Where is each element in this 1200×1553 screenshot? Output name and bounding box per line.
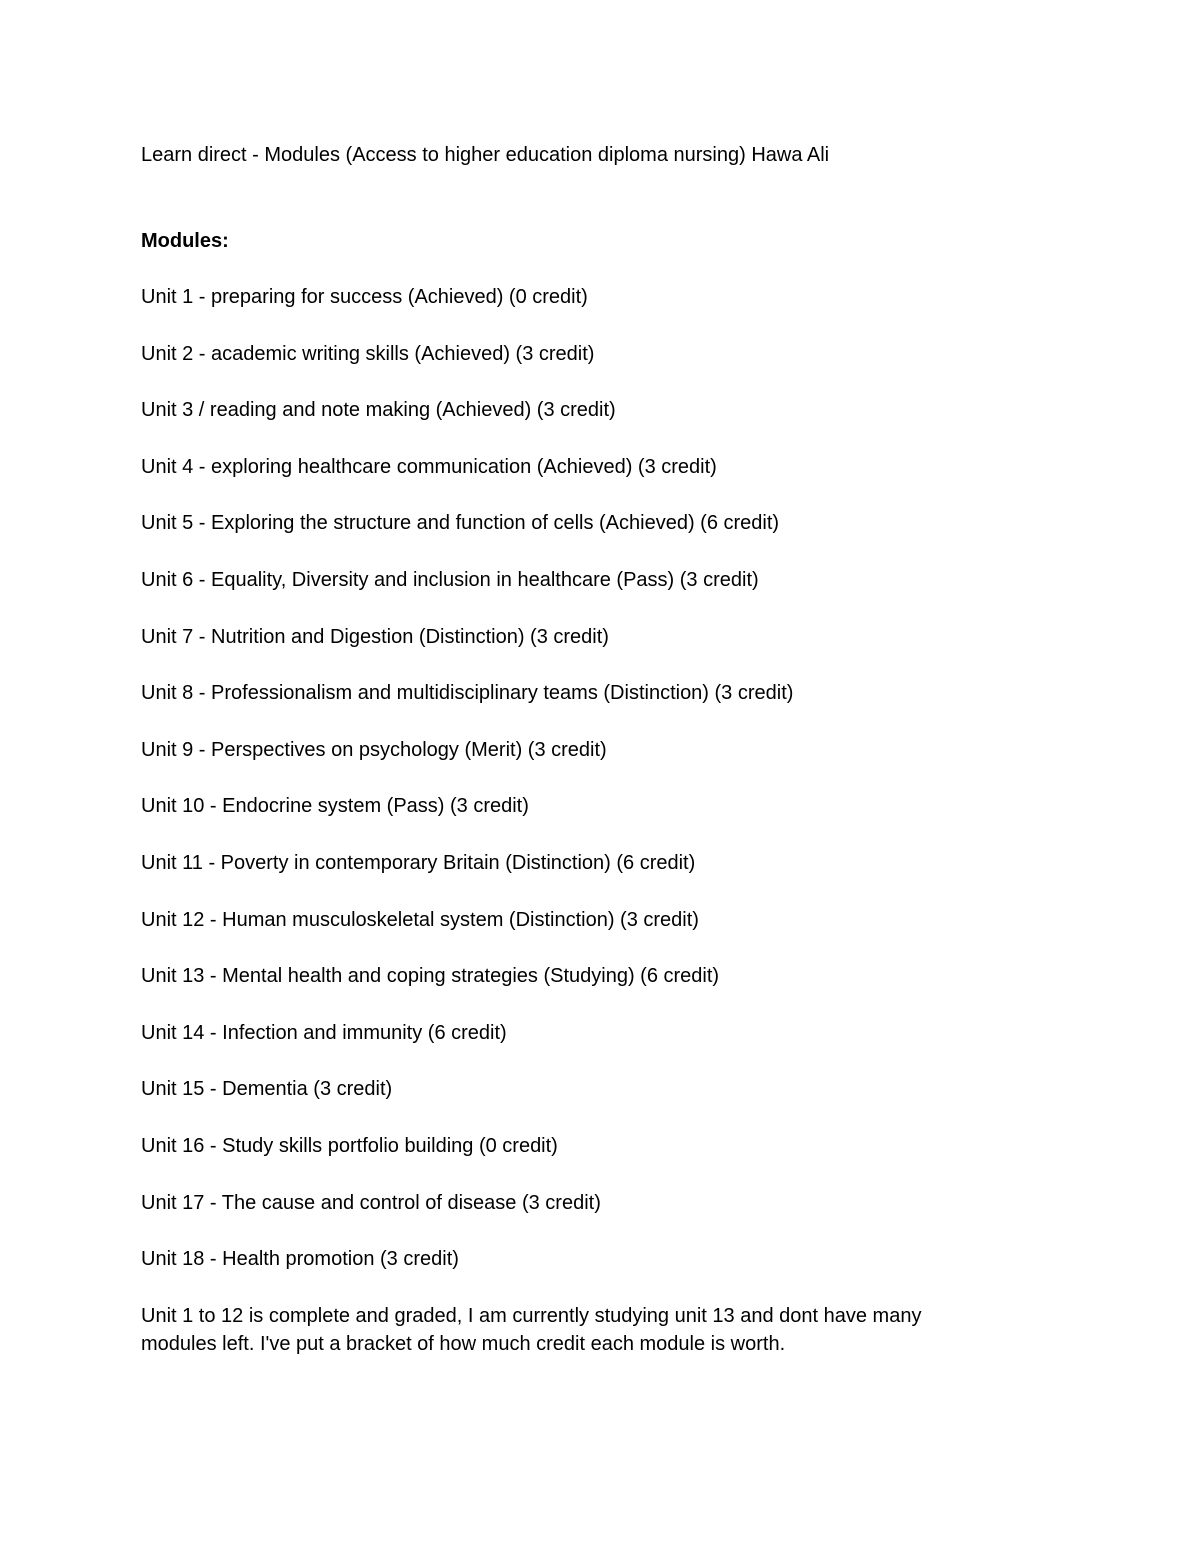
closing-note: Unit 1 to 12 is complete and graded, I am currently studying unit 13 and dont have many modules left. I've put a bracket of how much credit each module is worth.: [141, 1304, 922, 1355]
unit-item: Unit 9 - Perspectives on psychology (Merit) (3 credit): [141, 738, 607, 761]
unit-item: Unit 10 - Endocrine system (Pass) (3 credit): [141, 795, 529, 818]
unit-item: Unit 2 - academic writing skills (Achieved) (3 credit): [141, 342, 595, 365]
unit-item: Unit 15 - Dementia (3 credit): [141, 1078, 393, 1101]
modules-heading: Modules:: [141, 230, 229, 252]
unit-item: Unit 18 - Health promotion (3 credit): [141, 1248, 459, 1271]
unit-item: Unit 8 - Professionalism and multidisciplinary teams (Distinction) (3 credit): [141, 682, 794, 705]
document-title: Learn direct - Modules (Access to higher education diploma nursing) Hawa Ali: [141, 144, 830, 166]
unit-item: Unit 1 - preparing for success (Achieved) (0 credit): [141, 286, 588, 308]
unit-item: Unit 6 - Equality, Diversity and inclusion in healthcare (Pass) (3 credit): [141, 568, 759, 591]
unit-item: Unit 4 - exploring healthcare communication (Achieved) (3 credit): [141, 455, 717, 478]
unit-item: Unit 16 - Study skills portfolio building (0 credit): [141, 1134, 558, 1157]
unit-item: Unit 5 - Exploring the structure and function of cells (Achieved) (6 credit): [141, 512, 780, 535]
unit-item: Unit 14 - Infection and immunity (6 credit): [141, 1021, 507, 1044]
units-list: [141, 283, 1041, 1273]
unit-item: Unit 11 - Poverty in contemporary Britain (Distinction) (6 credit): [141, 851, 696, 874]
unit-item: Unit 17 - The cause and control of disease (3 credit): [141, 1191, 601, 1214]
unit-item: Unit 13 - Mental health and coping strategies (Studying) (6 credit): [141, 965, 720, 988]
unit-item: Unit 3 / reading and note making (Achieved) (3 credit): [141, 399, 616, 422]
unit-item: Unit 12 - Human musculoskeletal system (Distinction) (3 credit): [141, 908, 699, 931]
unit-item: Unit 7 - Nutrition and Digestion (Distinction) (3 credit): [141, 625, 609, 648]
document-body: [141, 141, 1041, 1358]
